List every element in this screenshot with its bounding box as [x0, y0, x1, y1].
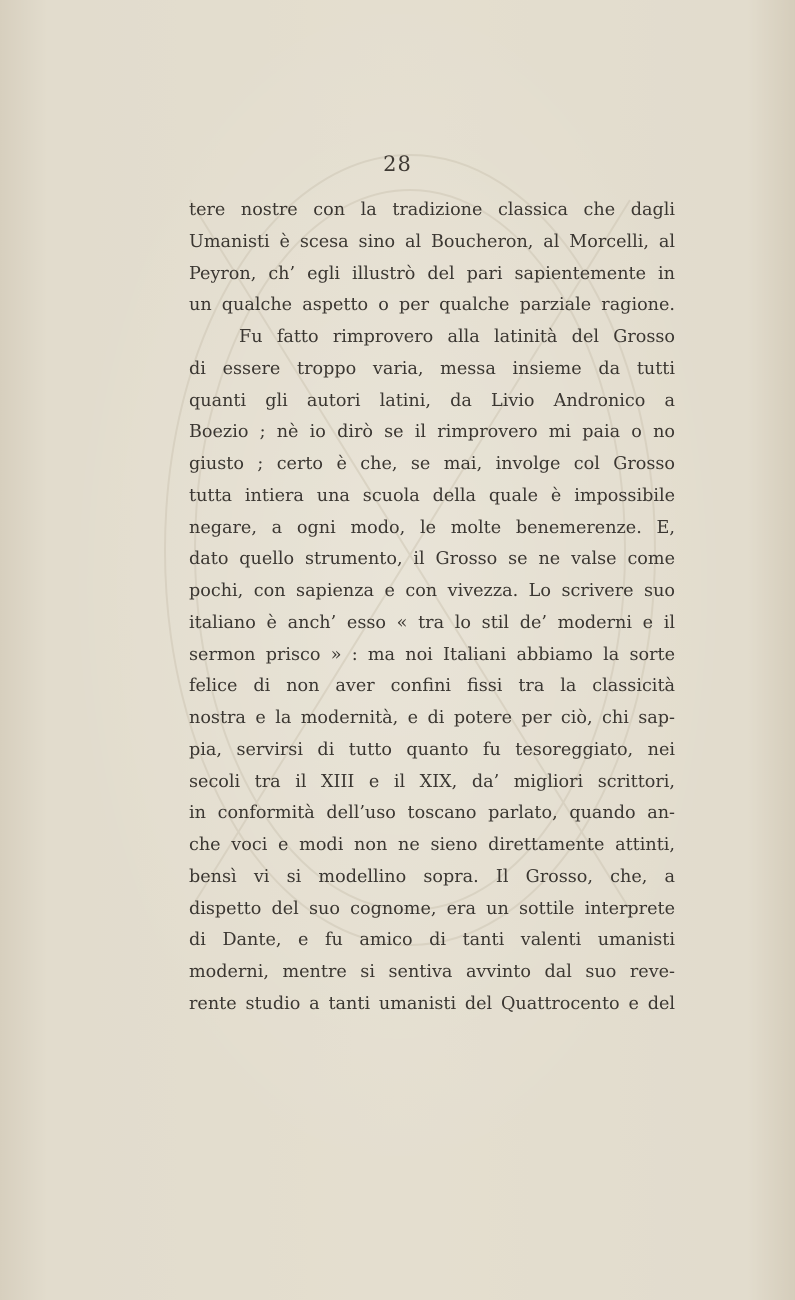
text-line: dispetto del suo cognome, era un sottile interprete	[189, 898, 675, 919]
text-line: rente studio a tanti umanisti del Quattrocento e del	[189, 993, 675, 1014]
text-line: sermon prisco » : ma noi Italiani abbiamo la sorte	[189, 644, 675, 665]
text-line: di Dante, e fu amico di tanti valenti umanisti	[189, 930, 675, 951]
text-line: felice di non aver confini fissi tra la classicità	[189, 676, 675, 697]
page-number: 28	[383, 152, 412, 176]
text-line: negare, a ogni modo, le molte benemerenze. E,	[189, 517, 675, 538]
text-line: dato quello strumento, il Grosso se ne valse come	[189, 549, 675, 570]
text-line-paragraph-start: Fu fatto rimprovero alla latinità del Grosso	[239, 327, 675, 347]
text-line: nostra e la modernità, e di potere per ciò, chi sap-	[189, 708, 675, 728]
text-line: di essere troppo varia, messa insieme da tutti	[189, 358, 675, 379]
text-line: pia, servirsi di tutto quanto fu tesoreggiato, nei	[189, 739, 675, 760]
text-line: Boezio ; nè io dirò se il rimprovero mi paia o no	[189, 422, 675, 443]
text-line: pochi, con sapienza e con vivezza. Lo scrivere suo	[189, 581, 675, 601]
text-line: secoli tra il XIII e il XIX, da’ migliori scrittori,	[189, 771, 675, 792]
body-text	[189, 195, 675, 1021]
text-line: moderni, mentre si sentiva avvinto dal suo reve-	[189, 962, 675, 982]
text-line: in conformità dell’uso toscano parlato, quando an-	[189, 803, 675, 824]
text-line: tutta intiera una scuola della quale è impossibile	[189, 485, 675, 506]
text-line: italiano è anch’ esso « tra lo stil de’ moderni e il	[189, 612, 675, 633]
text-line: quanti gli autori latini, da Livio Andronico a	[189, 390, 675, 411]
text-line: bensì vi si modellino sopra. Il Grosso, che, a	[189, 866, 675, 887]
text-line: un qualche aspetto o per qualche parziale ragione.	[189, 295, 675, 316]
text-line: tere nostre con la tradizione classica che dagli	[189, 200, 675, 220]
text-line: giusto ; certo è che, se mai, involge col Grosso	[189, 454, 675, 474]
text-line: Peyron, ch’ egli illustrò del pari sapientemente in	[189, 263, 675, 284]
text-line: Umanisti è scesa sino al Boucheron, al Morcelli, al	[189, 231, 675, 252]
text-line: che voci e modi non ne sieno direttamente attinti,	[189, 835, 675, 855]
